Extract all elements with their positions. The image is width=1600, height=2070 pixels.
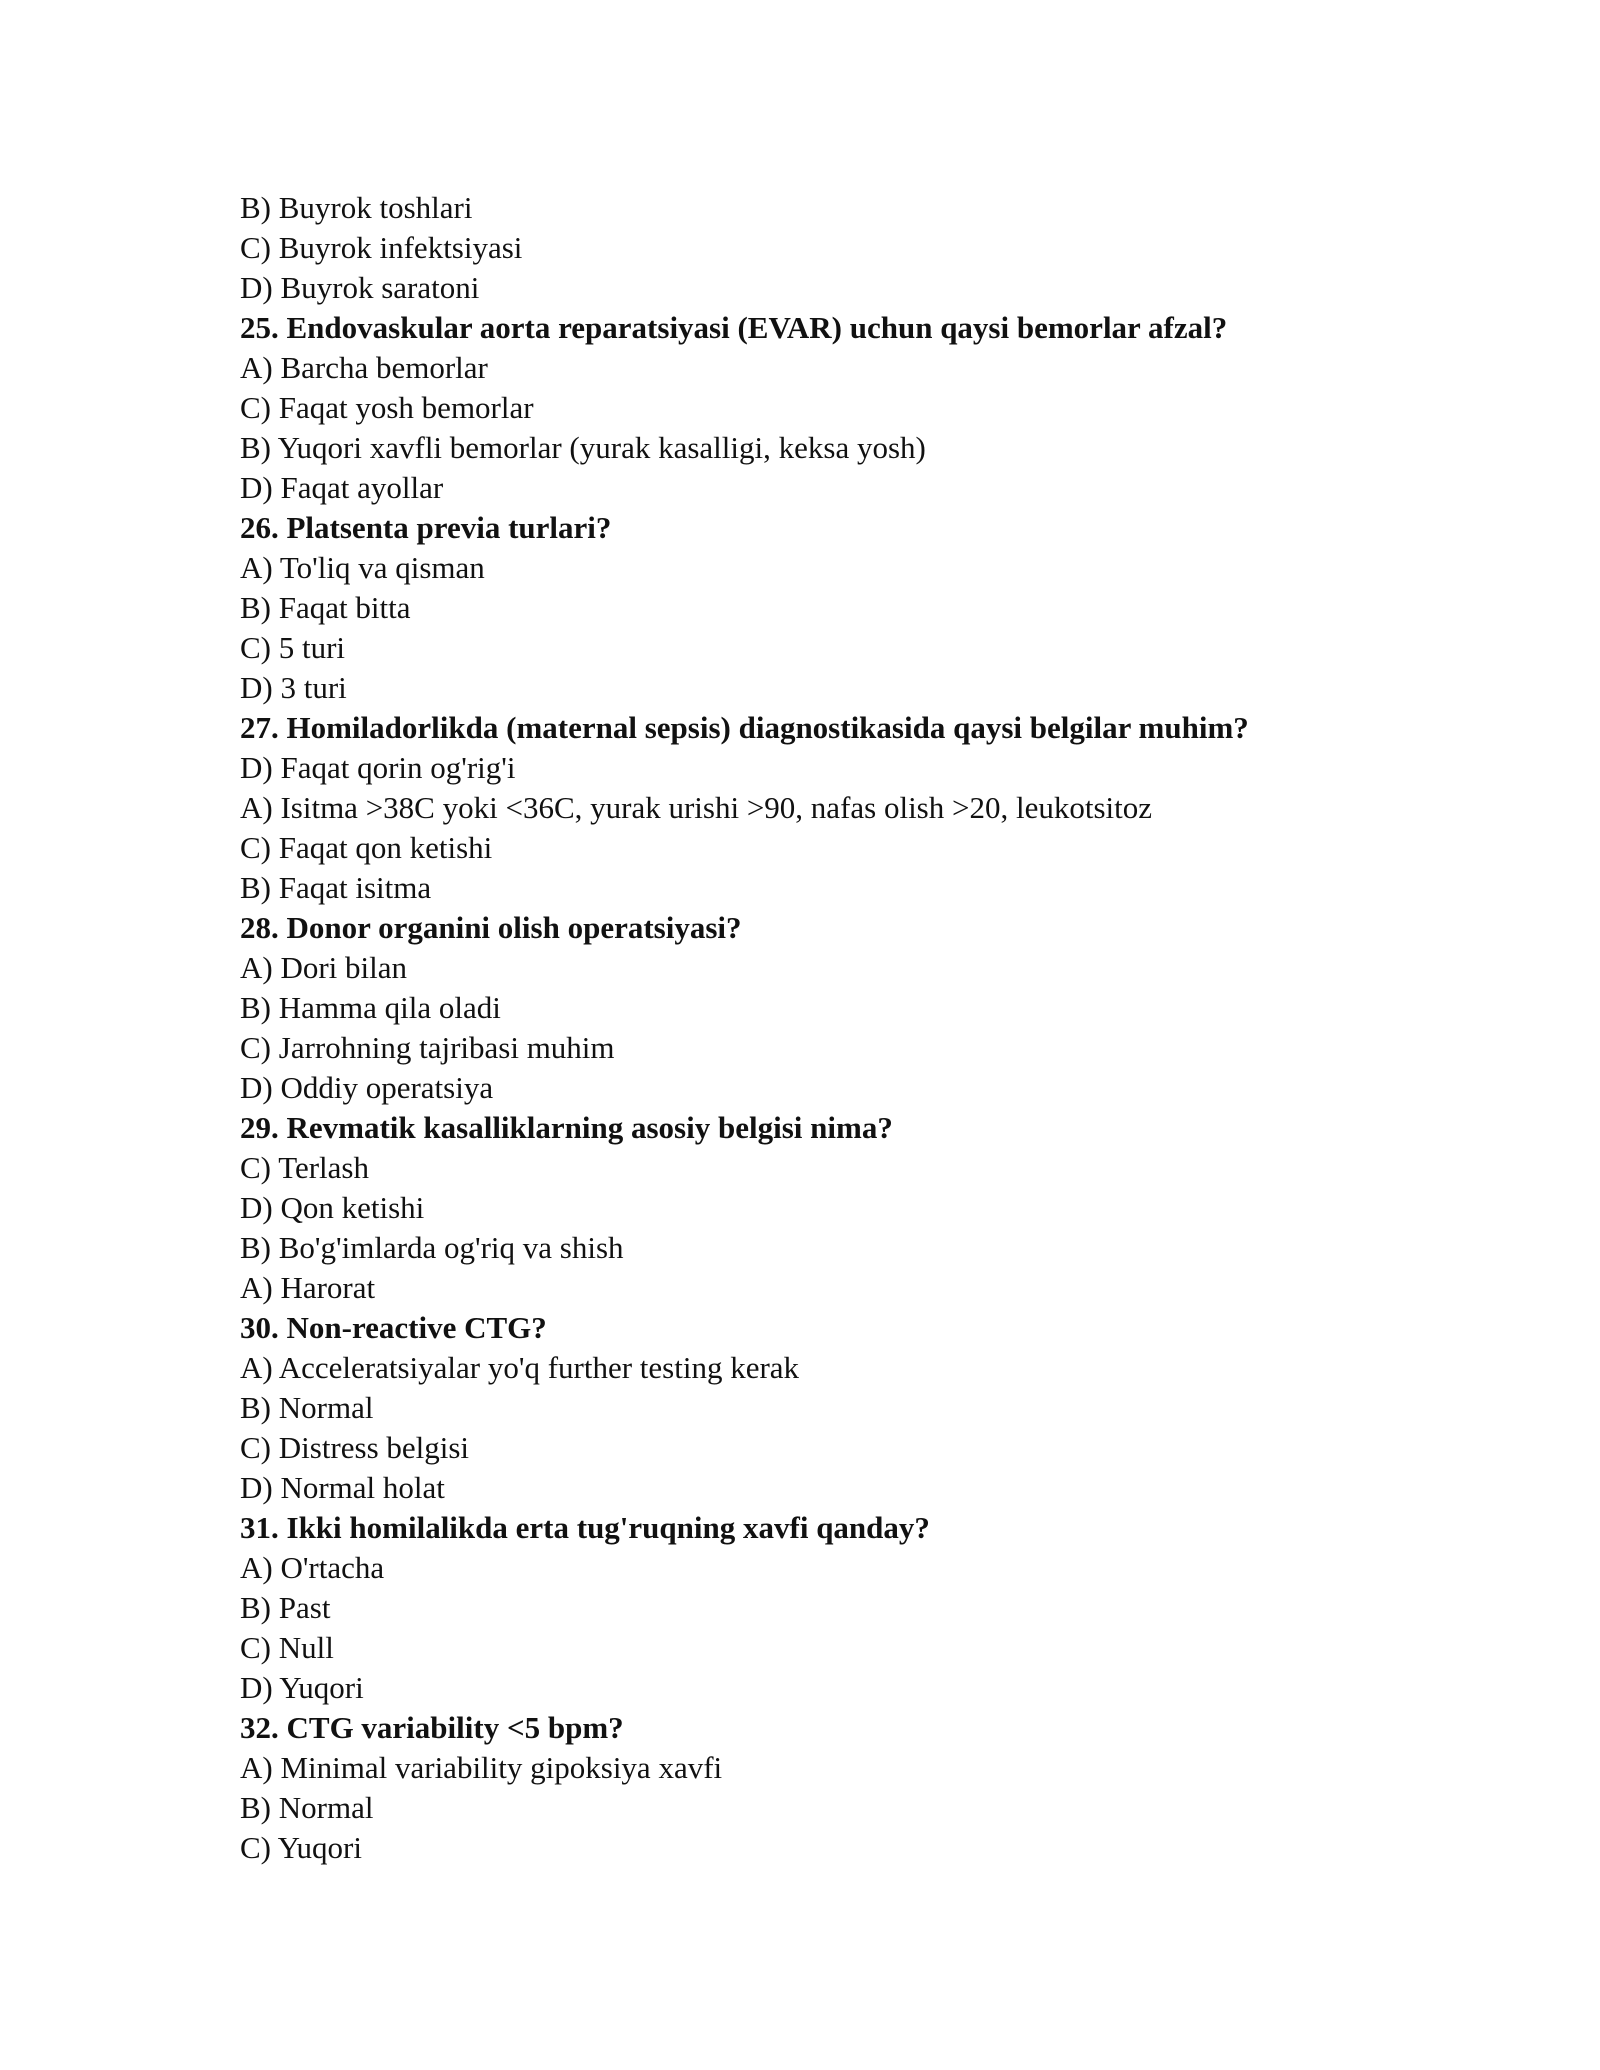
question-heading: 32. CTG variability <5 bpm? [240,1710,624,1745]
answer-option: B) Normal [240,1790,374,1825]
answer-option: A) Barcha bemorlar [240,350,488,385]
answer-option: A) Minimal variability gipoksiya xavfi [240,1750,723,1785]
answer-option: A) Acceleratsiyalar yo'q further testing kerak [240,1350,800,1385]
quiz-content [240,188,1420,1868]
answer-option: A) To'liq va qisman [240,550,485,585]
answer-option: D) Yuqori [240,1670,364,1705]
answer-option: D) 3 turi [240,670,347,705]
answer-option: D) Qon ketishi [240,1190,425,1225]
answer-option: D) Oddiy operatsiya [240,1070,494,1105]
answer-option: C) 5 turi [240,630,346,665]
answer-option: D) Buyrok saratoni [240,270,480,305]
answer-option: B) Faqat isitma [240,870,432,905]
answer-option: C) Faqat yosh bemorlar [240,390,534,425]
question-heading: 27. Homiladorlikda (maternal sepsis) diagnostikasida qaysi belgilar muhim? [240,710,1249,745]
question-heading: 28. Donor organini olish operatsiyasi? [240,910,742,945]
question-heading: 25. Endovaskular aorta reparatsiyasi (EVAR) uchun qaysi bemorlar afzal? [240,310,1228,345]
answer-option: B) Normal [240,1390,374,1425]
answer-option: B) Buyrok toshlari [240,190,473,225]
question-heading: 31. Ikki homilalikda erta tug'ruqning xavfi qanday? [240,1510,930,1545]
question-heading: 29. Revmatik kasalliklarning asosiy belgisi nima? [240,1110,893,1145]
answer-option: B) Yuqori xavfli bemorlar (yurak kasalligi, keksa yosh) [240,430,926,465]
answer-option: C) Buyrok infektsiyasi [240,230,523,265]
answer-option: A) O'rtacha [240,1550,385,1585]
answer-option: D) Faqat ayollar [240,470,444,505]
answer-option: C) Yuqori [240,1830,362,1865]
answer-option: B) Faqat bitta [240,590,411,625]
answer-option: B) Past [240,1590,331,1625]
answer-option: B) Bo'g'imlarda og'riq va shish [240,1230,624,1265]
question-heading: 26. Platsenta previa turlari? [240,510,612,545]
answer-option: A) Harorat [240,1270,376,1305]
answer-option: B) Hamma qila oladi [240,990,501,1025]
answer-option: C) Terlash [240,1150,369,1185]
answer-option: C) Faqat qon ketishi [240,830,493,865]
answer-option: D) Normal holat [240,1470,445,1505]
answer-option: D) Faqat qorin og'rig'i [240,750,516,785]
answer-option: A) Isitma >38C yoki <36C, yurak urishi >90, nafas olish >20, leukotsitoz [240,790,1153,825]
question-heading: 30. Non-reactive CTG? [240,1310,547,1345]
answer-option: C) Jarrohning tajribasi muhim [240,1030,615,1065]
answer-option: A) Dori bilan [240,950,408,985]
answer-option: C) Null [240,1630,334,1665]
answer-option: C) Distress belgisi [240,1430,470,1465]
